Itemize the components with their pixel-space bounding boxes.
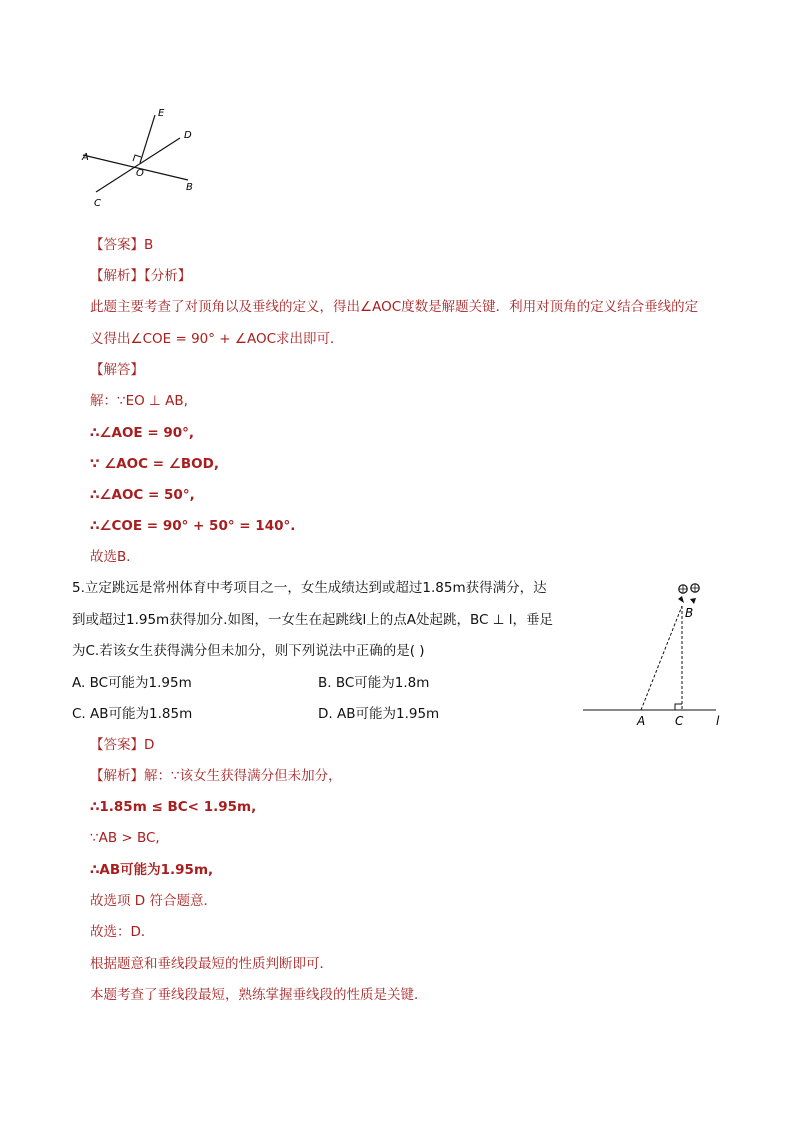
option-b: B. BC可能为1.8m [318, 675, 430, 691]
label-e: E [158, 108, 165, 119]
q5-step: ∵AB > BC, [90, 830, 160, 846]
q5-conclusion2: 故选：D． [90, 924, 155, 940]
q5-note1: 根据题意和垂线段最短的性质判断即可． [90, 956, 333, 972]
label-c: C [675, 714, 684, 728]
analysis-text-line1: 此题主要考查了对顶角以及垂线的定义，得出∠AOC度数是解题关键．利用对顶角的定义结合垂线的定 [90, 299, 699, 315]
option-a: A. BC可能为1.95m [72, 675, 192, 691]
label-a: A [82, 152, 89, 163]
solution-tag: 【解答】 [90, 362, 144, 378]
question5-stem-line2: 到或超过1.95m获得加分.如图，一女生在起跳线l上的点A处起跳，BC ⊥ l，垂足 [72, 612, 554, 628]
label-l: l [716, 714, 720, 728]
answer-tag: 【答案】B [90, 237, 154, 253]
option-d: D. AB可能为1.95m [318, 706, 440, 722]
segment-ab [641, 606, 682, 710]
q5-conclusion1: 故选项 D 符合题意． [90, 893, 217, 909]
q5-step: ∴1.85m ≤ BC< 1.95m, [90, 799, 257, 815]
figure-long-jump [578, 575, 728, 735]
label-b: B [685, 606, 694, 620]
q5-analysis: 【解析】解：∵该女生获得满分但未加分， [90, 768, 342, 784]
question5-stem-line1: 5.立定跳远是常州体育中考项目之一，女生成绩达到或超过1.85m获得满分，达 [72, 580, 547, 596]
solution-step: ∵ ∠AOC = ∠BOD, [90, 456, 219, 472]
q5-analysis-first: 解：∵该女生获得满分但未加分， [144, 768, 342, 784]
label-c: C [94, 198, 101, 209]
q5-answer-value: D [144, 737, 155, 753]
solution-step: 解：∵EO ⊥ AB, [90, 393, 188, 409]
figure-intersecting-lines [78, 100, 208, 215]
jumper-icon [678, 584, 699, 604]
label-d: D [184, 130, 192, 141]
question5-stem-line3: 为C.若该女生获得满分但未加分，则下列说法中正确的是( ) [72, 643, 425, 659]
solution-step: ∴∠AOC = 50°, [90, 487, 195, 503]
right-angle-mark [133, 155, 141, 161]
solution-conclusion: 故选B． [90, 549, 140, 565]
q5-answer-tag: 【答案】D [90, 737, 155, 753]
option-c: C. AB可能为1.85m [72, 706, 193, 722]
line-cd [96, 138, 180, 192]
label-a: A [637, 714, 646, 728]
label-o: O [136, 168, 144, 179]
label-b: B [186, 182, 193, 193]
analysis-text-line2: 义得出∠COE = 90° + ∠AOC求出即可． [90, 331, 344, 347]
q5-note2: 本题考查了垂线段最短，熟练掌握垂线段的性质是关键． [90, 987, 428, 1003]
solution-step: ∴∠AOE = 90°, [90, 425, 195, 441]
q5-step: ∴AB可能为1.95m, [90, 862, 214, 878]
analysis-tag: 【解析】【分析】 [90, 268, 192, 284]
right-angle-mark [675, 704, 682, 710]
solution-step: ∴∠COE = 90° + 50° = 140°. [90, 518, 296, 534]
answer-value: B [144, 237, 154, 253]
